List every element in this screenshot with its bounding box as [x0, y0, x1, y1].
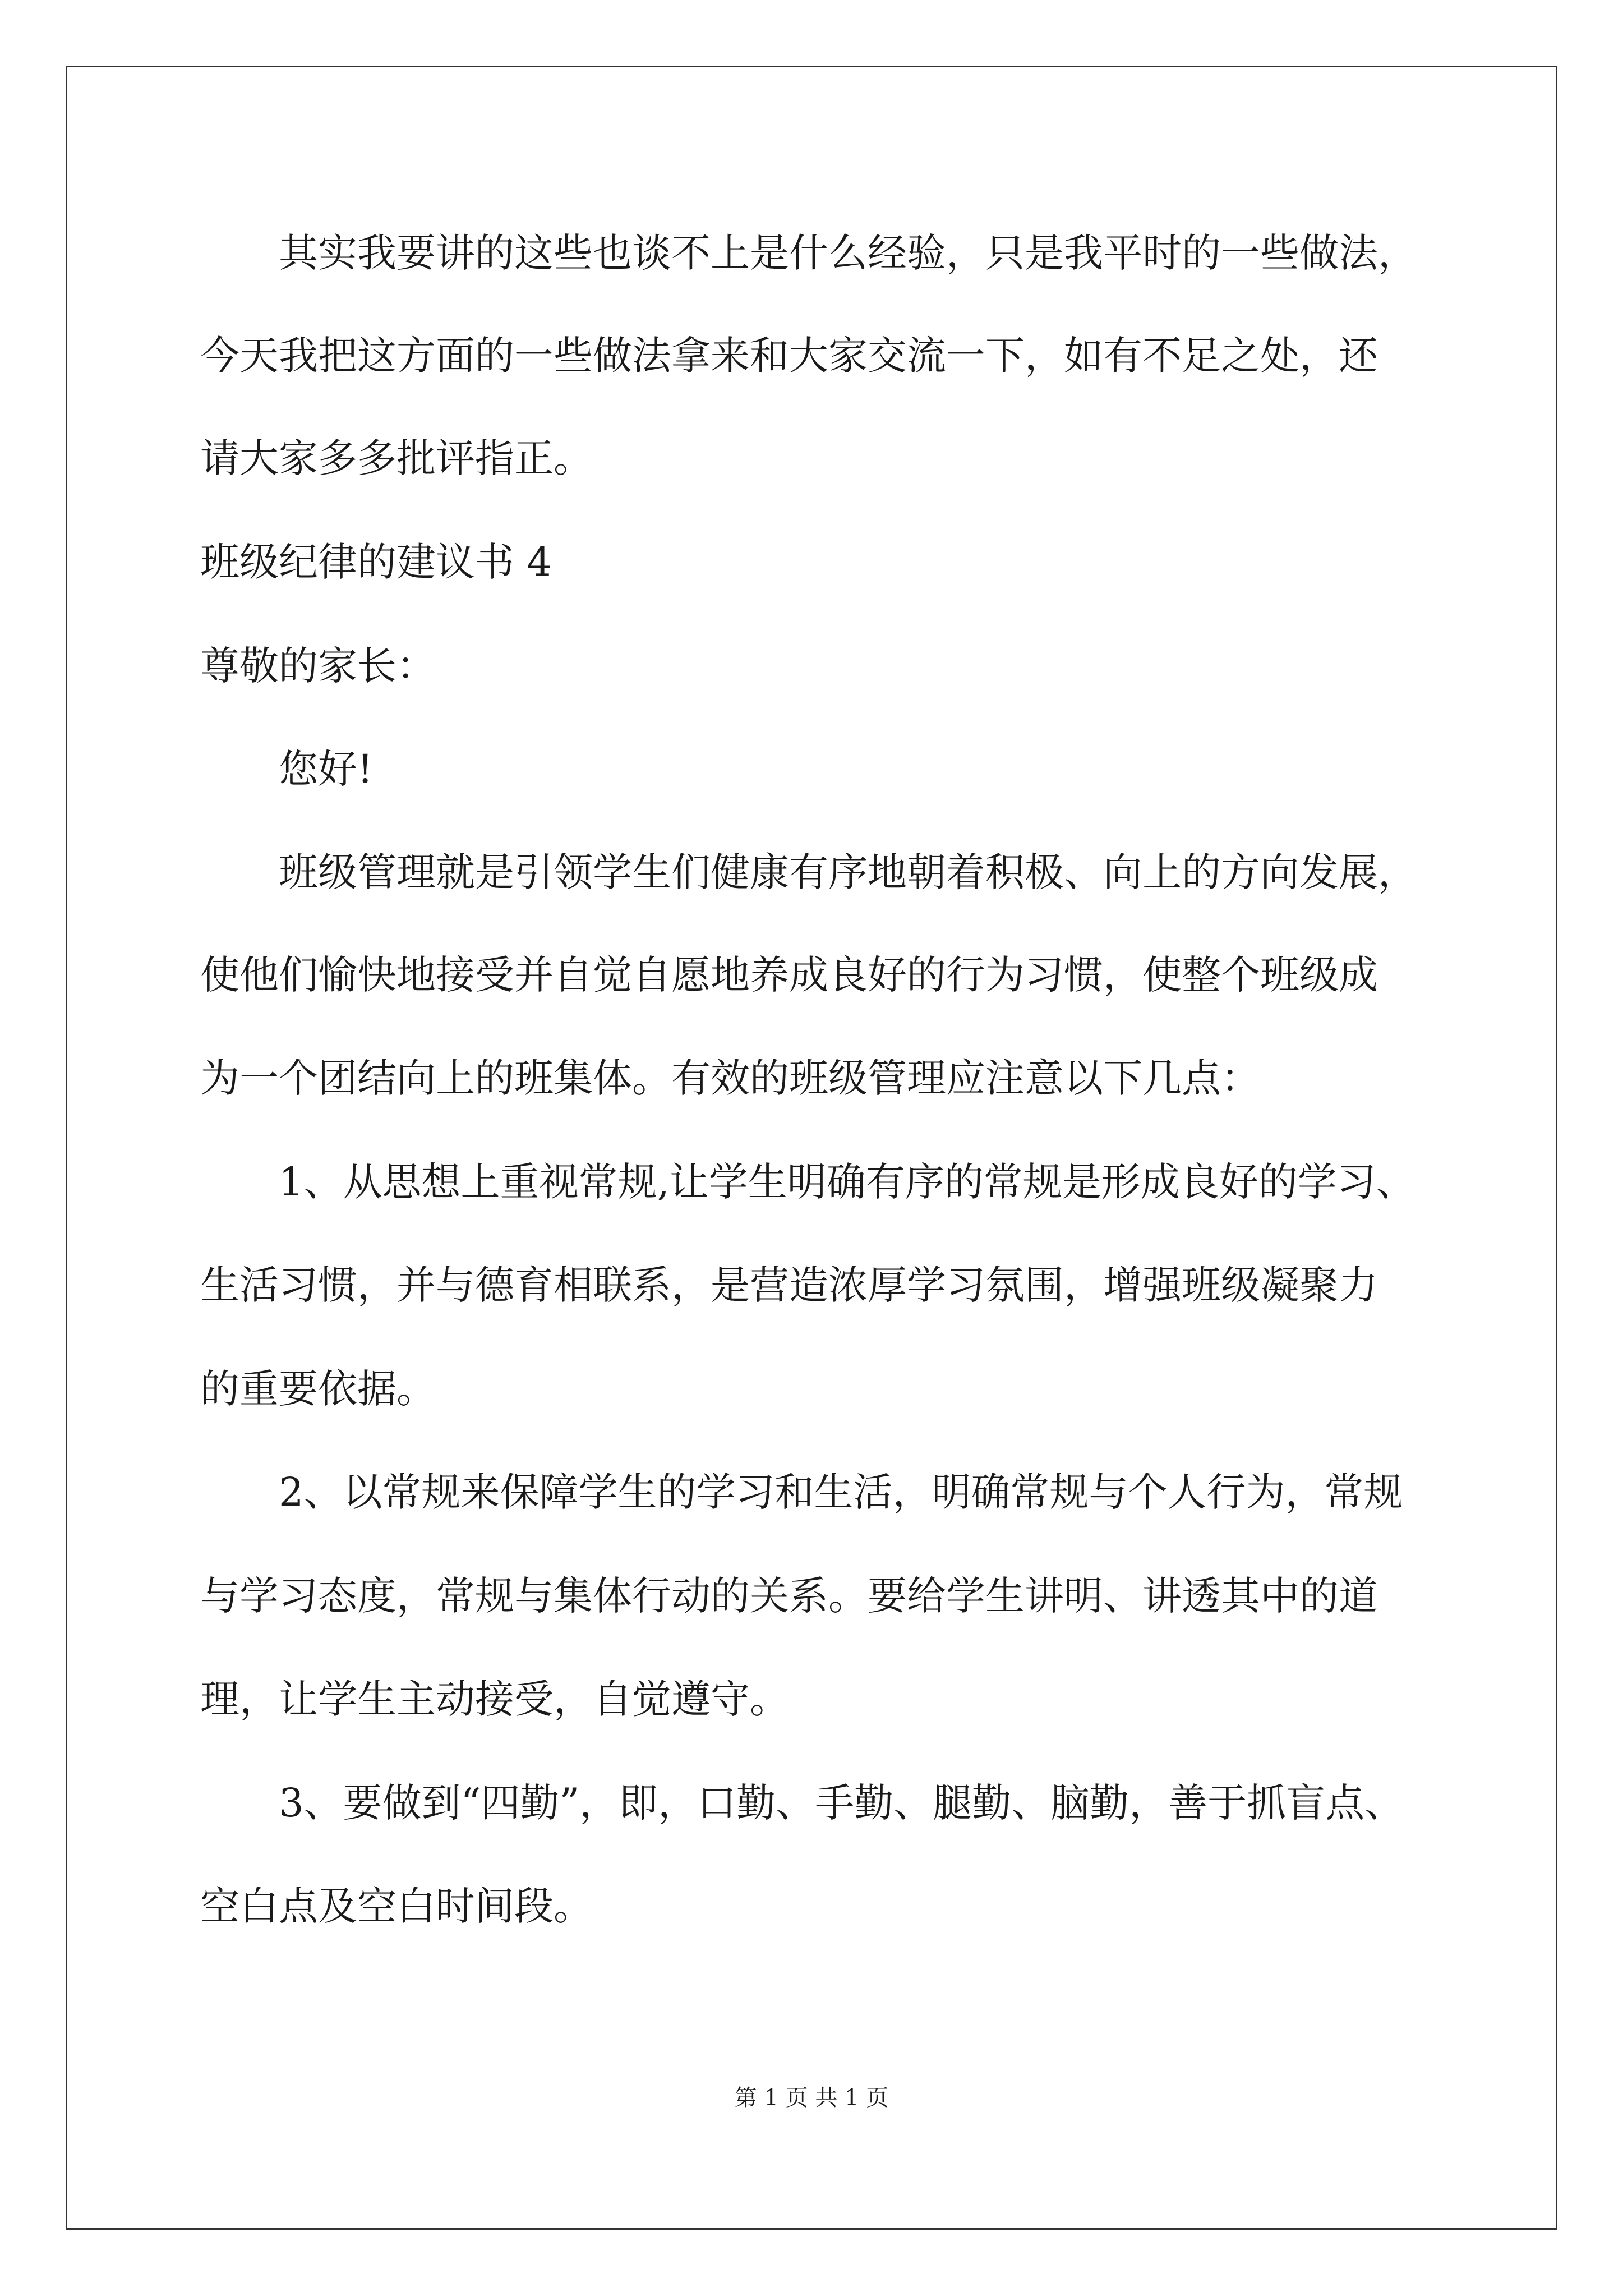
greeting: 您好!	[279, 746, 374, 792]
paragraph-line: 使他们愉快地接受并自觉自愿地养成良好的行为习惯，使整个班级成	[200, 952, 1378, 998]
list-item-line: 理，让学生主动接受，自觉遵守。	[200, 1676, 789, 1722]
paragraph-line: 今天我把这方面的一些做法拿来和大家交流一下，如有不足之处，还	[200, 333, 1378, 379]
section-title: 班级纪律的建议书 4	[200, 539, 552, 585]
list-item-line: 与学习态度，常规与集体行动的关系。要给学生讲明、讲透其中的道	[200, 1573, 1378, 1619]
list-item-line: 空白点及空白时间段。	[200, 1883, 593, 1929]
list-item-line: 3、要做到“四勤”，即，口勤、手勤、腿勤、脑勤，善于抓盲点、	[279, 1780, 1404, 1826]
paragraph-line: 为一个团结向上的班集体。有效的班级管理应注意以下几点：	[200, 1055, 1260, 1101]
paragraph-line: 其实我要讲的这些也谈不上是什么经验，只是我平时的一些做法，	[279, 230, 1417, 276]
list-item-line: 的重要依据。	[200, 1366, 436, 1412]
list-item-line: 生活习惯，并与德育相联系，是营造浓厚学习氛围，增强班级凝聚力	[200, 1262, 1378, 1308]
list-item-line: 2、以常规来保障学生的学习和生活，明确常规与个人行为，常规	[279, 1469, 1403, 1515]
page-footer: 第 1 页 共 1 页	[734, 2085, 889, 2111]
salutation: 尊敬的家长：	[200, 643, 436, 689]
paragraph-line: 请大家多多批评指正。	[200, 435, 593, 481]
list-item-line: 1、从思想上重视常规,让学生明确有序的常规是形成良好的学习、	[279, 1159, 1415, 1205]
paragraph-line: 班级管理就是引领学生们健康有序地朝着积极、向上的方向发展，	[279, 849, 1417, 895]
